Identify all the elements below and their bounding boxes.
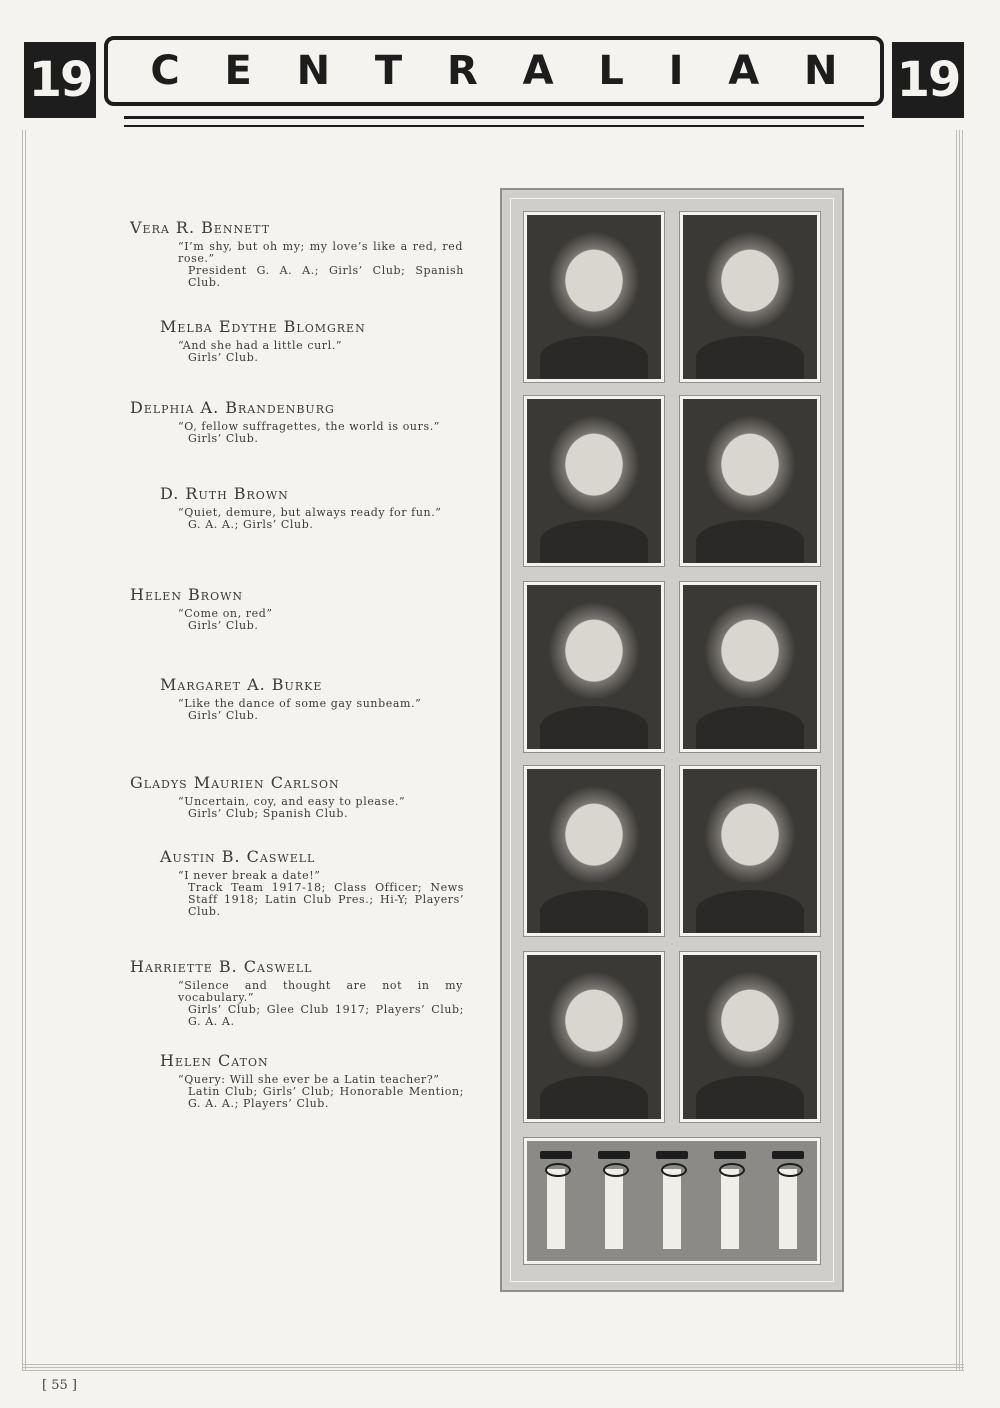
student-name: D. Ruth Brown [160, 484, 289, 503]
title-letter: I [668, 48, 684, 94]
student-name: Harriette B. Caswell [130, 957, 313, 976]
yearbook-banner [24, 36, 964, 124]
portrait-photo [524, 952, 664, 1122]
title-letter: T [374, 48, 403, 94]
student-activities: Girls’ Club. [188, 709, 259, 722]
student-activities: Girls’ Club; Spanish Club. [188, 807, 349, 820]
senior-entry [130, 398, 470, 445]
senior-entry [130, 585, 470, 632]
page-edge-left [22, 130, 28, 1370]
portrait-photo [524, 766, 664, 936]
student-name: Austin B. Caswell [160, 847, 316, 866]
student-quote: “Like the dance of some gay sunbeam.” [178, 697, 422, 710]
title-letter: A [522, 48, 554, 94]
owl-icon [596, 1151, 632, 1255]
yearbook-title [104, 36, 884, 106]
owl-icon [712, 1151, 748, 1255]
senior-entry [160, 1051, 500, 1110]
student-name: Delphia A. Brandenburg [130, 398, 335, 417]
student-quote: “Come on, red” [178, 607, 273, 620]
student-activities: Girls’ Club. [188, 351, 259, 364]
page-edge-right [956, 130, 964, 1370]
student-activities: Track Team 1917-18; Class Officer; News Staff 1918; Latin Club Pres.; Hi-Y; Players’ Club. [188, 881, 464, 918]
student-name: Helen Caton [160, 1051, 269, 1070]
banner-underline [124, 116, 864, 127]
senior-entry [160, 317, 500, 364]
student-activities: Girls’ Club; Glee Club 1917; Players’ Club; G. A. A. [188, 1003, 464, 1028]
senior-entry [130, 773, 470, 820]
student-quote: “I never break a date!” [178, 869, 321, 882]
title-letter: E [224, 48, 252, 94]
student-quote: “Silence and thought are not in my vocabulary.” [178, 979, 463, 1004]
portrait-photo [524, 396, 664, 566]
page-number: [ 55 ] [42, 1378, 77, 1393]
student-name: Vera R. Bennett [130, 218, 271, 237]
portrait-photo [680, 766, 820, 936]
student-name: Gladys Maurien Carlson [130, 773, 340, 792]
student-name: Melba Edythe Blomgren [160, 317, 366, 336]
student-quote: “Uncertain, coy, and easy to please.” [178, 795, 406, 808]
owl-icon [654, 1151, 690, 1255]
title-letter: N [804, 48, 838, 94]
senior-entry [130, 218, 470, 289]
portrait-photo [680, 582, 820, 752]
student-name: Helen Brown [130, 585, 244, 604]
student-quote: “I’m shy, but oh my; my love’s like a red, red rose.” [178, 240, 463, 265]
student-activities: President G. A. A.; Girls’ Club; Spanish Club. [188, 264, 464, 289]
student-quote: “Query: Will she ever be a Latin teacher?” [178, 1073, 440, 1086]
owl-icon [770, 1151, 806, 1255]
portrait-photo [524, 212, 664, 382]
portrait-photo [680, 212, 820, 382]
year-left: 19 [24, 42, 96, 118]
student-name: Margaret A. Burke [160, 675, 323, 694]
portrait-photo [524, 582, 664, 752]
portrait-photo [680, 952, 820, 1122]
title-letter: A [728, 48, 760, 94]
title-letter: C [150, 48, 180, 94]
student-quote: “Quiet, demure, but always ready for fun.” [178, 506, 442, 519]
owl-icon [538, 1151, 574, 1255]
senior-entry [160, 484, 500, 531]
student-activities: Girls’ Club. [188, 619, 259, 632]
portrait-photo [680, 396, 820, 566]
senior-entry [160, 675, 500, 722]
page-edge-bottom [22, 1364, 964, 1371]
student-activities: Latin Club; Girls’ Club; Honorable Mention; G. A. A.; Players’ Club. [188, 1085, 464, 1110]
student-quote: “O, fellow suffragettes, the world is ours.” [178, 420, 441, 433]
owl-illustration [524, 1138, 820, 1264]
title-letter: N [296, 48, 331, 94]
student-activities: Girls’ Club. [188, 432, 259, 445]
year-right: 19 [892, 42, 964, 118]
title-letter: R [446, 48, 478, 94]
senior-entry [130, 957, 470, 1028]
senior-entry [160, 847, 500, 918]
title-letter: L [598, 48, 624, 94]
student-activities: G. A. A.; Girls’ Club. [188, 518, 314, 531]
student-quote: “And she had a little curl.” [178, 339, 343, 352]
